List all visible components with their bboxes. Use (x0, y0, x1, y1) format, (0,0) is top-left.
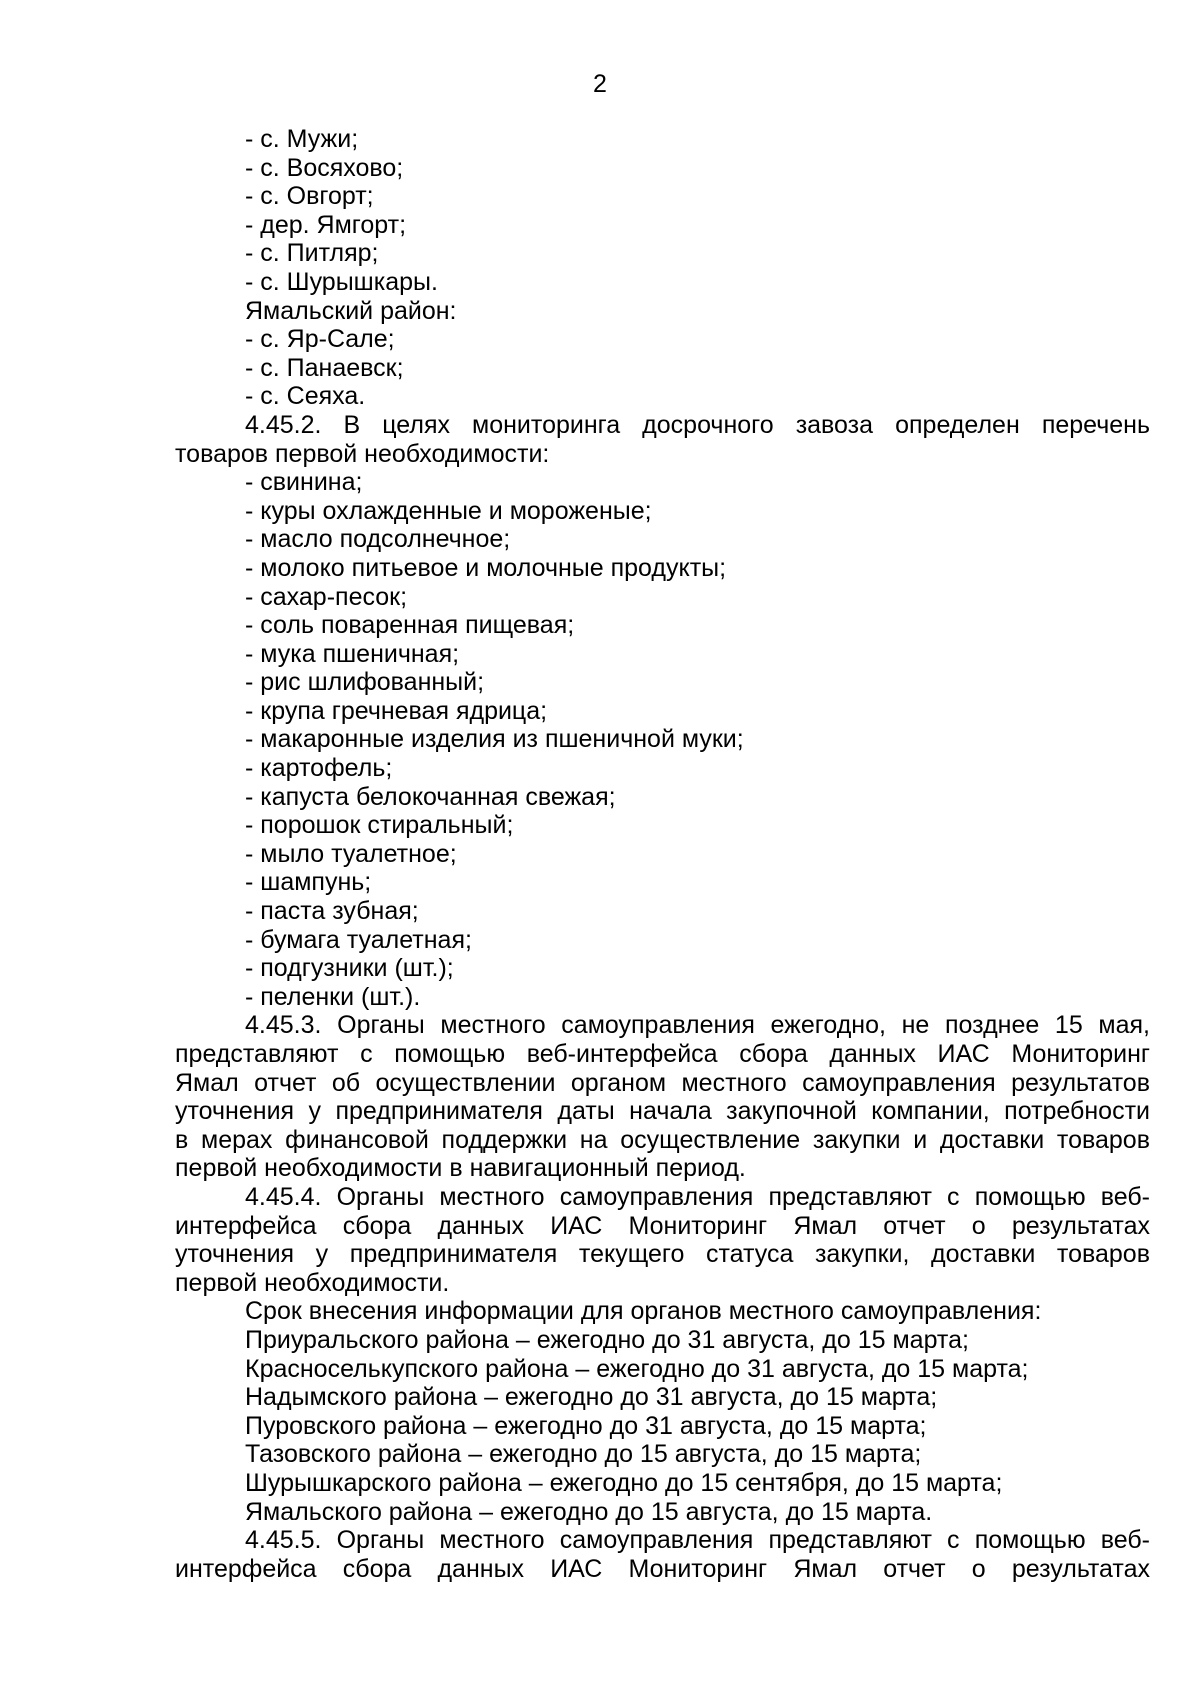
list-item: - с. Овгорт; (245, 182, 374, 211)
list-item: - паста зубная; (245, 897, 419, 926)
list-item: - с. Восяхово; (245, 153, 404, 182)
list-item: - крупа гречневая ядрица; (245, 696, 548, 725)
paragraph-line: товаров первой необходимости: (175, 439, 550, 468)
list-item: Шурышкарского района – ежегодно до 15 сентября, до 15 марта; (245, 1468, 1003, 1497)
paragraph-4-45-2 (175, 411, 1150, 468)
paragraph-4-45-4 (175, 1183, 1150, 1297)
paragraph-line: интерфейса сбора данных ИАС Мониторинг Ямал отчет о результатах (175, 1211, 1150, 1240)
list-item: - с. Питляр; (245, 239, 379, 268)
list-item: - сахар-песок; (245, 582, 408, 611)
list-item: Тазовского района – ежегодно до 15 августа, до 15 марта; (245, 1440, 922, 1469)
paragraph-line: Ямал отчет об осуществлении органом местного самоуправления результатов (175, 1068, 1150, 1097)
list-item: Ямальского района – ежегодно до 15 августа, до 15 марта. (245, 1497, 933, 1526)
paragraph-line: первой необходимости. (175, 1268, 450, 1297)
list-item: - куры охлажденные и мороженые; (245, 496, 652, 525)
paragraph-line: 4.45.4. Органы местного самоуправления представляют с помощью веб- (245, 1182, 1150, 1211)
essential-goods-list (175, 468, 1150, 1011)
paragraph-line: представляют с помощью веб-интерфейса сбора данных ИАС Мониторинг (175, 1040, 1150, 1068)
list-item: - подгузники (шт.); (245, 954, 454, 983)
list-item: - макаронные изделия из пшеничной муки; (245, 725, 744, 754)
deadline-heading: Срок внесения информации для органов местного самоуправления: (245, 1297, 1042, 1326)
list-item: - с. Яр-Сале; (245, 325, 395, 354)
paragraph-line: первой необходимости в навигационный период. (175, 1154, 746, 1183)
list-item: Пуровского района – ежегодно до 31 августа, до 15 марта; (245, 1411, 927, 1440)
list-item: - масло подсолнечное; (245, 525, 511, 554)
paragraph-4-45-3 (175, 1011, 1150, 1183)
list-item: - соль поваренная пищевая; (245, 611, 575, 640)
document-body (175, 125, 1150, 1583)
paragraph-line: 4.45.2. В целях мониторинга досрочного завоза определен перечень (245, 410, 1150, 439)
list-item: - свинина; (245, 468, 363, 497)
paragraph-line: в мерах финансовой поддержки на осуществление закупки и доставки товаров (175, 1125, 1150, 1154)
list-item: - молоко питьевое и молочные продукты; (245, 553, 727, 582)
list-item: - с. Мужи; (245, 125, 359, 153)
deadline-list (175, 1326, 1150, 1526)
paragraph-line: 4.45.5. Органы местного самоуправления представляют с помощью веб- (245, 1526, 1150, 1555)
paragraph-line: уточнения у предпринимателя даты начала закупочной компании, потребности (175, 1097, 1150, 1126)
list-item: Красноселькупского района – ежегодно до 31 августа, до 15 марта; (245, 1354, 1029, 1383)
list-item: - шампунь; (245, 868, 372, 897)
list-item: - с. Панаевск; (245, 353, 404, 382)
list-item: Приуральского района – ежегодно до 31 августа, до 15 марта; (245, 1325, 969, 1354)
paragraph-line: интерфейса сбора данных ИАС Мониторинг Ямал отчет о результатах (175, 1554, 1150, 1583)
list-item: - капуста белокочанная свежая; (245, 782, 616, 811)
paragraph-4-45-5 (175, 1526, 1150, 1583)
list-item: - картофель; (245, 754, 393, 783)
list-item: - дер. Ямгорт; (245, 210, 407, 239)
paragraph-line: 4.45.3. Органы местного самоуправления ежегодно, не позднее 15 мая, (245, 1011, 1150, 1040)
list-item: - с. Шурышкары. (245, 267, 438, 296)
list-item: - мыло туалетное; (245, 839, 457, 868)
list-item: - с. Сеяха. (245, 382, 366, 411)
yamal-district-heading: Ямальский район: (245, 296, 457, 325)
list-item: - порошок стиральный; (245, 811, 514, 840)
settlement-list-yamal (175, 325, 1150, 411)
list-item: - пеленки (шт.). (245, 982, 421, 1011)
list-item: Надымского района – ежегодно до 31 августа, до 15 марта; (245, 1383, 938, 1412)
paragraph-line: уточнения у предпринимателя текущего статуса закупки, доставки товаров (175, 1240, 1150, 1269)
list-item: - мука пшеничная; (245, 639, 460, 668)
page-number: 2 (593, 70, 607, 98)
list-item: - бумага туалетная; (245, 925, 472, 954)
settlement-list-shuryshkarsky (175, 125, 1150, 297)
list-item: - рис шлифованный; (245, 668, 485, 697)
